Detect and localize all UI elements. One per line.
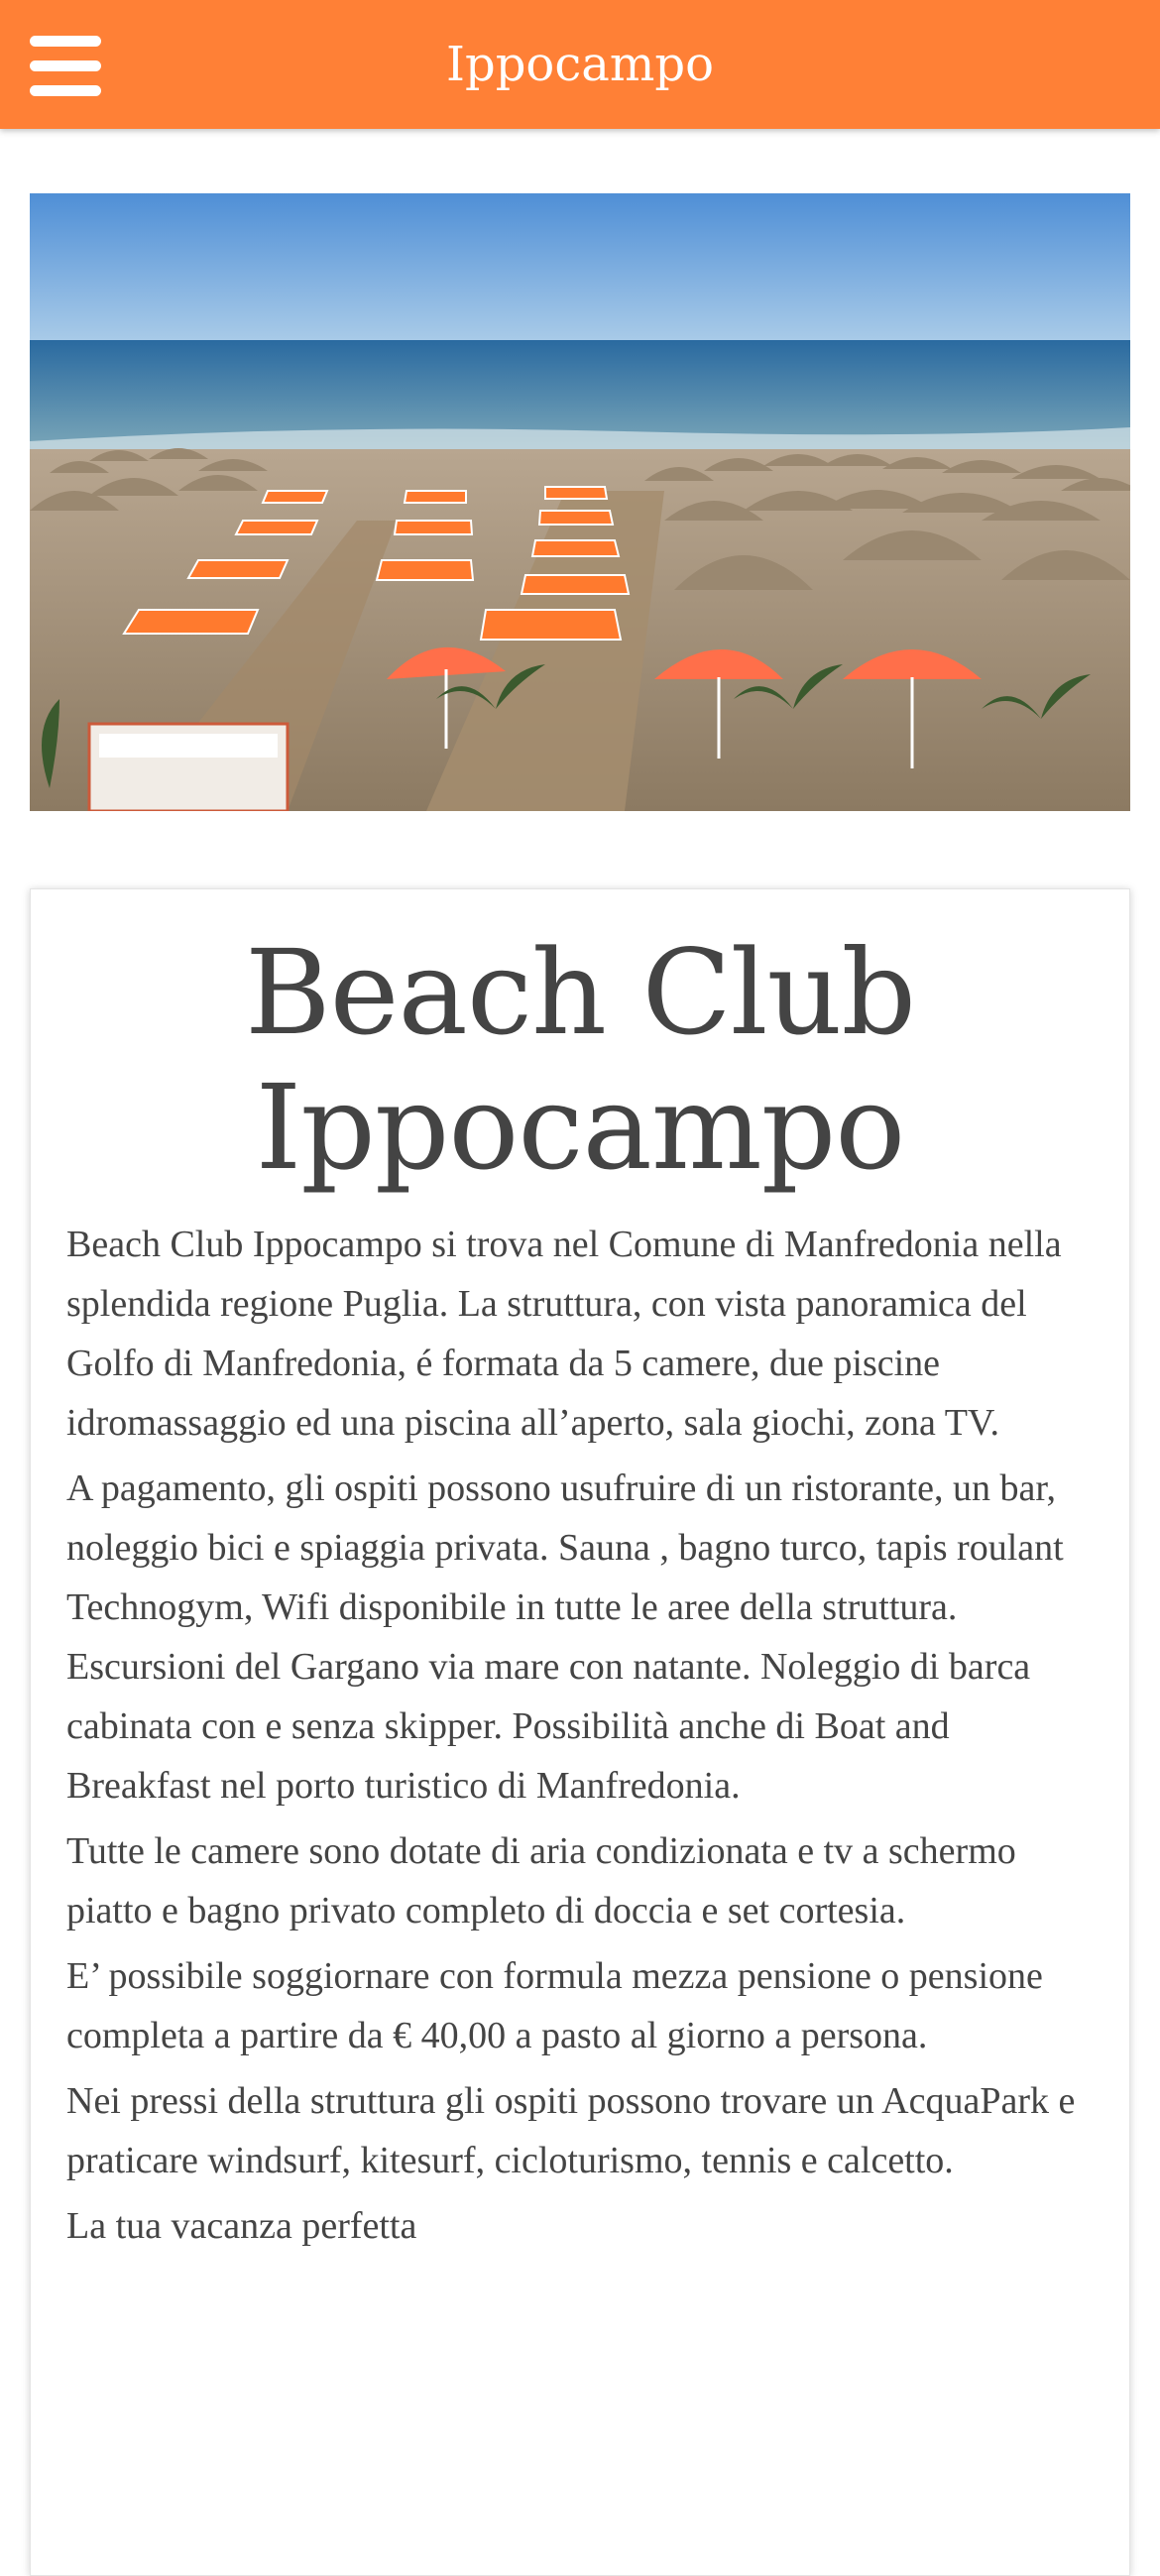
article-paragraph: Beach Club Ippocampo si trova nel Comune di Manfredonia nella splendida regione Puglia. La struttura, con vista panoramica del Golfo di Manfredonia, é formata da 5 camere, due piscine idromassaggio ed una piscina all’aperto, sala giochi, zona TV. [66, 1224, 1062, 1444]
article-paragraph: Tutte le camere sono dotate di aria condizionata e tv a schermo piatto e bagno privato completo di doccia e set cortesia. [66, 1830, 1016, 1932]
app-header [0, 0, 1160, 129]
app-title: Ippocampo [446, 37, 714, 92]
article-paragraph: A pagamento, gli ospiti possono usufruire di un ristorante, un bar, noleggio bici e spiaggia privata. Sauna , bagno turco, tapis roulant Technogym, Wifi disponibile in tutte le aree della struttura. Escursioni del Gargano via mare con natante. Noleggio di barca cabinata con e senza skipper. Possibilità anche di Boat and Breakfast nel porto turistico di Manfredonia. [66, 1467, 1064, 1807]
article-paragraph: E’ possibile soggiornare con formula mezza pensione o pensione completa a partire da € 40,00 a pasto al giorno a persona. [66, 1955, 1043, 2056]
article-paragraph: La tua vacanza perfetta [66, 2205, 417, 2247]
article-body [31, 1195, 1129, 2256]
hamburger-menu-icon[interactable] [30, 36, 101, 95]
beach-hero-image [30, 193, 1130, 811]
page-title: Beach Club Ippocampo [244, 924, 916, 1196]
article-paragraph: Nei pressi della struttura gli ospiti possono trovare un AcquaPark e praticare windsurf, kitesurf, cicloturismo, tennis e calcetto. [66, 2080, 1076, 2181]
content-card [30, 888, 1130, 2576]
